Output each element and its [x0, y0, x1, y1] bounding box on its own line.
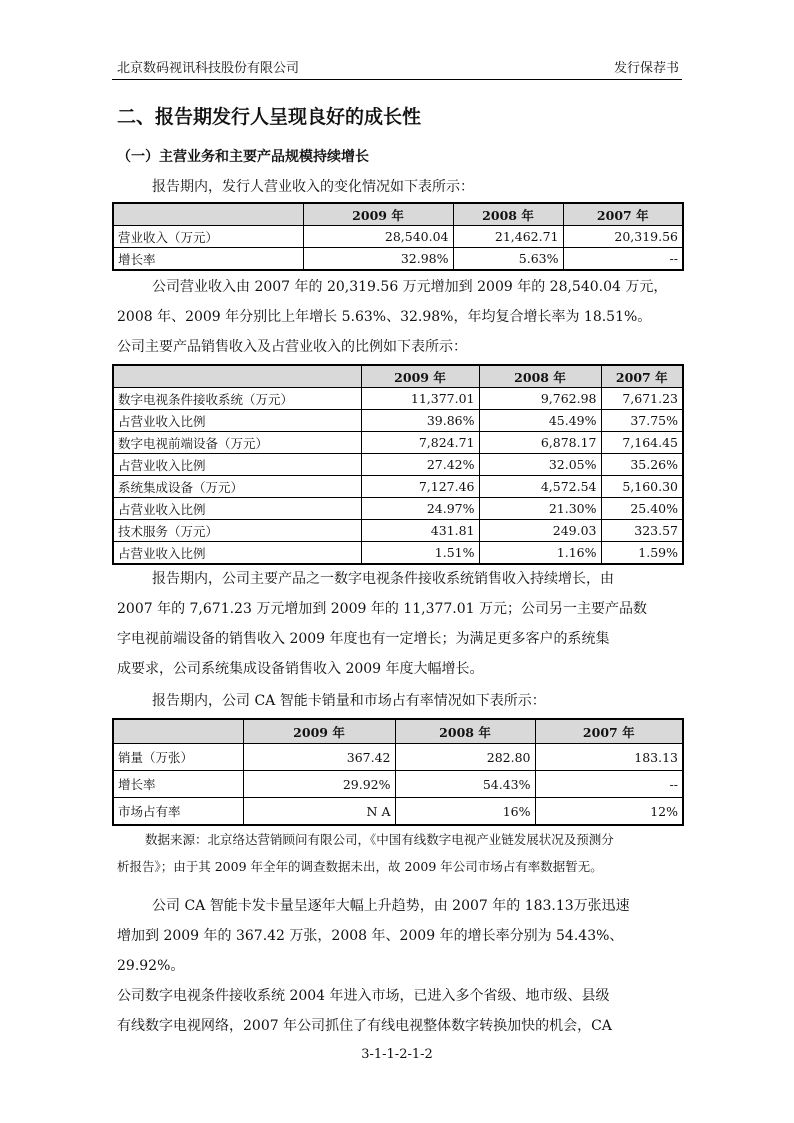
- table-cell: 29.92%: [243, 771, 395, 798]
- table-header-cell: 2009 年: [303, 203, 453, 226]
- table-cell: 1.51%: [361, 542, 479, 565]
- table-cell: 7,164.45: [601, 432, 683, 454]
- table-row: [113, 388, 683, 410]
- data-source-note: [117, 826, 682, 880]
- paragraph-intro-ca-card: [117, 686, 680, 716]
- paragraph-line: 增加到 2009 年的 367.42 万张，2008 年、2009 年的增长率分别为 54.43%、29.92%。: [117, 928, 624, 974]
- paragraph-line: 报告期内，公司 CA 智能卡销量和市场占有率情况如下表所示：: [152, 693, 546, 709]
- table-cell: 4,572.54: [479, 476, 601, 498]
- table-cell: 45.49%: [479, 410, 601, 432]
- table-header-row: [113, 719, 683, 744]
- table-row: [113, 798, 683, 826]
- table-cell: 数字电视条件接收系统（万元）: [113, 388, 361, 410]
- table-row: [113, 454, 683, 476]
- table-cell: 营业收入（万元）: [113, 226, 303, 248]
- table-header-cell: 2009 年: [361, 365, 479, 388]
- table-cell: 技术服务（万元）: [113, 520, 361, 542]
- table-header-cell: 2008 年: [395, 719, 535, 744]
- paragraph-line: 2008 年、2009 年分别比上年增长 5.63%、32.98%，年均复合增长率为 18.51%。: [117, 309, 652, 325]
- table-header-cell: [113, 365, 361, 388]
- product-revenue-table: [112, 364, 684, 565]
- table-header-cell: 2007 年: [563, 203, 683, 226]
- table-cell: 28,540.04: [303, 226, 453, 248]
- table-cell: 增长率: [113, 248, 303, 271]
- table-cell: 9,762.98: [479, 388, 601, 410]
- paragraph-line: 字电视前端设备的销售收入 2009 年度也有一定增长；为满足更多客户的系统集: [117, 631, 610, 647]
- table-cell: 16%: [395, 798, 535, 826]
- table-row: [113, 542, 683, 565]
- table-cell: 249.03: [479, 520, 601, 542]
- table-row: [113, 744, 683, 771]
- table-cell: 5.63%: [453, 248, 563, 271]
- table-cell: 367.42: [243, 744, 395, 771]
- section-subtitle: （一）主营业务和主要产品规模持续增长: [117, 149, 369, 165]
- table-cell: 282.80: [395, 744, 535, 771]
- paragraph-intro-revenue: [117, 172, 680, 202]
- table-row: [113, 226, 683, 248]
- table-cell: 39.86%: [361, 410, 479, 432]
- table-cell: 7,127.46: [361, 476, 479, 498]
- note-line: 数据来源：北京络达营销顾问有限公司，《中国有线数字电视产业链发展状况及预测分: [145, 832, 614, 847]
- header-rule: [112, 79, 682, 80]
- table-row: [113, 432, 683, 454]
- table-cell: 20,319.56: [563, 226, 683, 248]
- table-cell: 增长率: [113, 771, 243, 798]
- section-title: 二、报告期发行人呈现良好的成长性: [117, 106, 422, 128]
- table-cell: 37.75%: [601, 410, 683, 432]
- table-cell: 27.42%: [361, 454, 479, 476]
- table-cell: 32.98%: [303, 248, 453, 271]
- paragraph-product-growth: [117, 564, 680, 684]
- paragraph-line: 报告期内，发行人营业收入的变化情况如下表所示：: [152, 179, 474, 195]
- paragraph-line: 公司主要产品销售收入及占营业收入的比例如下表所示：: [117, 339, 467, 355]
- table-cell: 21.30%: [479, 498, 601, 520]
- table-cell: --: [535, 771, 683, 798]
- paragraph-revenue-growth: [117, 272, 680, 362]
- table-row: [113, 771, 683, 798]
- table-cell: 183.13: [535, 744, 683, 771]
- table-row: [113, 476, 683, 498]
- table-cell: 431.81: [361, 520, 479, 542]
- ca-card-sales-table: [112, 718, 684, 826]
- table-cell: N A: [243, 798, 395, 826]
- table-cell: 占营业收入比例: [113, 410, 361, 432]
- table-row: [113, 498, 683, 520]
- paragraph-line: 公司 CA 智能卡发卡量呈逐年大幅上升趋势，由 2007 年的 183.13万张迅速: [152, 898, 630, 914]
- table-row: [113, 520, 683, 542]
- table-cell: 6,878.17: [479, 432, 601, 454]
- table-row: [113, 410, 683, 432]
- page-number: 3-1-1-2-1-2: [361, 1047, 433, 1062]
- table-cell: 1.16%: [479, 542, 601, 565]
- table-header-cell: [113, 719, 243, 744]
- table-cell: 占营业收入比例: [113, 498, 361, 520]
- table-cell: 21,462.71: [453, 226, 563, 248]
- table-header-cell: 2007 年: [535, 719, 683, 744]
- table-header-cell: 2007 年: [601, 365, 683, 388]
- table-cell: 占营业收入比例: [113, 542, 361, 565]
- table-cell: 35.26%: [601, 454, 683, 476]
- paragraph-line: 2007 年的 7,671.23 万元增加到 2009 年的 11,377.01 万元；公司另一主要产品数: [117, 601, 648, 617]
- table-cell: 数字电视前端设备（万元）: [113, 432, 361, 454]
- paragraph-ca-card-growth: [117, 891, 680, 1041]
- table-row: [113, 248, 683, 271]
- table-cell: 7,824.71: [361, 432, 479, 454]
- paragraph-line: 成要求，公司系统集成设备销售收入 2009 年度大幅增长。: [117, 661, 484, 677]
- table-cell: 市场占有率: [113, 798, 243, 826]
- table-header-row: [113, 365, 683, 388]
- paragraph-line: 报告期内，公司主要产品之一数字电视条件接收系统销售收入持续增长，由: [152, 571, 614, 587]
- table-cell: 11,377.01: [361, 388, 479, 410]
- table-cell: 7,671.23: [601, 388, 683, 410]
- note-line: 析报告》；由于其 2009 年全年的调查数据未出，故 2009 年公司市场占有率数据暂无。: [117, 859, 603, 874]
- table-cell: 系统集成设备（万元）: [113, 476, 361, 498]
- table-cell: 323.57: [601, 520, 683, 542]
- revenue-table: [112, 202, 684, 271]
- table-header-cell: 2009 年: [243, 719, 395, 744]
- table-cell: 25.40%: [601, 498, 683, 520]
- table-cell: --: [563, 248, 683, 271]
- table-header-cell: 2008 年: [479, 365, 601, 388]
- table-cell: 54.43%: [395, 771, 535, 798]
- header-company-name: 北京数码视讯科技股份有限公司: [117, 61, 300, 76]
- table-cell: 5,160.30: [601, 476, 683, 498]
- header-document-type: 发行保荐书: [613, 61, 679, 76]
- table-header-cell: 2008 年: [453, 203, 563, 226]
- paragraph-line: 公司营业收入由 2007 年的 20,319.56 万元增加到 2009 年的 28,540.04 万元，: [152, 279, 668, 295]
- table-cell: 销量（万张）: [113, 744, 243, 771]
- table-cell: 1.59%: [601, 542, 683, 565]
- table-cell: 12%: [535, 798, 683, 826]
- paragraph-line: 公司数字电视条件接收系统 2004 年进入市场，已进入多个省级、地市级、县级: [117, 988, 610, 1004]
- table-cell: 占营业收入比例: [113, 454, 361, 476]
- table-cell: 32.05%: [479, 454, 601, 476]
- table-header-row: [113, 203, 683, 226]
- paragraph-line: 有线数字电视网络，2007 年公司抓住了有线电视整体数字转换加快的机会，CA: [117, 1018, 612, 1034]
- table-header-cell: [113, 203, 303, 226]
- table-cell: 24.97%: [361, 498, 479, 520]
